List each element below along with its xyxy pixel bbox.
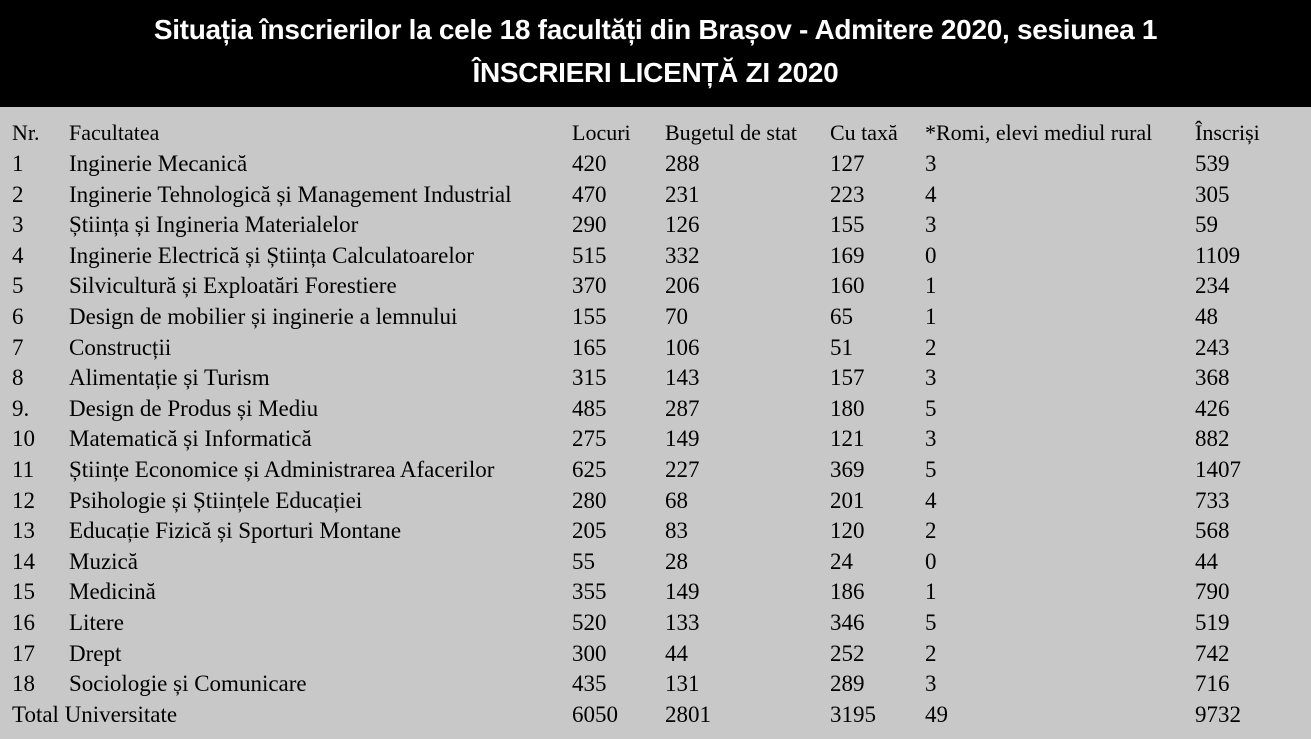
total-locuri: 6050 xyxy=(572,701,618,727)
cell-facultatea: Construcții xyxy=(69,334,172,360)
cell-taxa: 346 xyxy=(830,609,865,635)
cell-romi: 1 xyxy=(925,303,937,329)
cell-locuri: 370 xyxy=(572,273,607,299)
cell-buget: 149 xyxy=(665,426,700,452)
page-header xyxy=(0,0,1311,107)
total-label: Total Universitate xyxy=(12,701,178,727)
cell-taxa: 252 xyxy=(830,640,865,666)
cell-romi: 3 xyxy=(925,151,937,176)
cell-locuri: 435 xyxy=(572,671,607,697)
cell-locuri: 280 xyxy=(572,487,607,513)
table-row xyxy=(0,639,1311,670)
cell-facultatea: Inginerie Electrică și Știința Calculatoarelor xyxy=(69,242,474,268)
column-header-taxa: Cu taxă xyxy=(830,120,898,145)
cell-inscrisi: 59 xyxy=(1195,212,1218,238)
cell-inscrisi: 882 xyxy=(1195,426,1230,452)
total-taxa: 3195 xyxy=(830,701,876,727)
cell-buget: 143 xyxy=(665,365,700,391)
cell-locuri: 205 xyxy=(572,518,607,544)
cell-inscrisi: 733 xyxy=(1195,487,1230,513)
table-row xyxy=(0,486,1311,517)
cell-buget: 68 xyxy=(665,487,688,513)
cell-romi: 3 xyxy=(925,671,937,697)
cell-inscrisi: 243 xyxy=(1195,334,1230,360)
cell-locuri: 520 xyxy=(572,609,607,635)
cell-facultatea: Inginerie Tehnologică și Management Industrial xyxy=(69,181,512,207)
cell-taxa: 65 xyxy=(830,303,853,329)
column-header-buget: Bugetul de stat xyxy=(665,120,797,145)
cell-facultatea: Silvicultură și Exploatări Forestiere xyxy=(69,273,397,299)
cell-inscrisi: 742 xyxy=(1195,640,1230,666)
cell-taxa: 223 xyxy=(830,181,865,207)
cell-romi: 5 xyxy=(925,395,937,421)
cell-romi: 1 xyxy=(925,579,937,605)
cell-romi: 3 xyxy=(925,426,937,452)
cell-inscrisi: 716 xyxy=(1195,671,1230,697)
cell-nr: 16 xyxy=(12,609,35,635)
cell-romi: 4 xyxy=(925,181,937,207)
table-row xyxy=(0,241,1311,272)
cell-buget: 106 xyxy=(665,334,700,360)
cell-facultatea: Sociologie și Comunicare xyxy=(69,671,307,697)
cell-buget: 83 xyxy=(665,518,688,544)
column-header-romi: *Romi, elevi mediul rural xyxy=(925,120,1153,145)
table-row xyxy=(0,394,1311,425)
page-title: Situația înscrierilor la cele 18 facultăți din Brașov - Admitere 2020, sesiunea 1 xyxy=(153,14,1158,45)
cell-romi: 3 xyxy=(925,365,937,391)
cell-facultatea: Matematică și Informatică xyxy=(69,426,312,452)
cell-locuri: 420 xyxy=(572,151,607,176)
cell-nr: 11 xyxy=(12,456,35,482)
cell-facultatea: Inginerie Mecanică xyxy=(69,151,248,176)
cell-taxa: 120 xyxy=(830,518,865,544)
cell-facultatea: Educație Fizică și Sporturi Montane xyxy=(69,518,402,544)
cell-taxa: 157 xyxy=(830,365,865,391)
page-subtitle: ÎNSCRIERI LICENȚĂ ZI 2020 xyxy=(472,57,839,88)
total-romi: 49 xyxy=(925,701,948,727)
cell-taxa: 186 xyxy=(830,579,865,605)
table-body xyxy=(0,149,1311,700)
cell-locuri: 55 xyxy=(572,548,595,574)
cell-locuri: 355 xyxy=(572,579,607,605)
cell-romi: 5 xyxy=(925,609,937,635)
cell-romi: 0 xyxy=(925,242,937,268)
cell-inscrisi: 48 xyxy=(1195,303,1218,329)
cell-inscrisi: 234 xyxy=(1195,273,1230,299)
cell-buget: 131 xyxy=(665,671,700,697)
cell-taxa: 121 xyxy=(830,426,865,452)
cell-facultatea: Design de Produs și Mediu xyxy=(69,395,319,421)
cell-inscrisi: 1407 xyxy=(1195,456,1241,482)
cell-nr: 5 xyxy=(12,273,24,299)
cell-romi: 5 xyxy=(925,456,937,482)
cell-romi: 1 xyxy=(925,273,937,299)
column-header-nr: Nr. xyxy=(12,120,40,145)
cell-taxa: 127 xyxy=(830,151,865,176)
cell-taxa: 289 xyxy=(830,671,865,697)
cell-romi: 4 xyxy=(925,487,937,513)
table-row xyxy=(0,669,1311,700)
cell-nr: 14 xyxy=(12,548,35,574)
cell-facultatea: Muzică xyxy=(69,548,138,574)
cell-nr: 15 xyxy=(12,579,35,605)
cell-facultatea: Alimentație și Turism xyxy=(69,365,270,391)
table-row xyxy=(0,180,1311,211)
cell-nr: 7 xyxy=(12,334,24,360)
table-row xyxy=(0,302,1311,333)
table-row xyxy=(0,149,1311,180)
total-buget: 2801 xyxy=(665,701,711,727)
cell-taxa: 169 xyxy=(830,242,865,268)
table-row xyxy=(0,516,1311,547)
column-header-inscrisi: Înscriși xyxy=(1195,120,1260,145)
cell-buget: 44 xyxy=(665,640,688,666)
cell-locuri: 625 xyxy=(572,456,607,482)
cell-locuri: 485 xyxy=(572,395,607,421)
cell-facultatea: Litere xyxy=(69,609,124,635)
cell-buget: 227 xyxy=(665,456,700,482)
cell-inscrisi: 790 xyxy=(1195,579,1230,605)
table-header-row xyxy=(0,117,1311,149)
cell-nr: 18 xyxy=(12,671,35,697)
table-row xyxy=(0,424,1311,455)
cell-inscrisi: 1109 xyxy=(1195,242,1241,268)
table-row xyxy=(0,271,1311,302)
table-row xyxy=(0,363,1311,394)
cell-buget: 133 xyxy=(665,609,700,635)
cell-inscrisi: 539 xyxy=(1195,151,1230,176)
cell-buget: 28 xyxy=(665,548,688,574)
cell-taxa: 369 xyxy=(830,456,865,482)
cell-locuri: 300 xyxy=(572,640,607,666)
cell-romi: 3 xyxy=(925,212,937,238)
cell-taxa: 51 xyxy=(830,334,853,360)
table-row xyxy=(0,333,1311,364)
cell-nr: 6 xyxy=(12,303,24,329)
table-row xyxy=(0,608,1311,639)
cell-buget: 288 xyxy=(665,151,700,176)
cell-inscrisi: 519 xyxy=(1195,609,1230,635)
cell-locuri: 515 xyxy=(572,242,607,268)
cell-locuri: 470 xyxy=(572,181,607,207)
cell-locuri: 155 xyxy=(572,303,607,329)
cell-romi: 0 xyxy=(925,548,937,574)
cell-romi: 2 xyxy=(925,640,937,666)
cell-locuri: 275 xyxy=(572,426,607,452)
cell-taxa: 24 xyxy=(830,548,853,574)
cell-facultatea: Științe Economice și Administrarea Afacerilor xyxy=(69,456,495,482)
cell-inscrisi: 305 xyxy=(1195,181,1230,207)
cell-buget: 287 xyxy=(665,395,700,421)
column-header-locuri: Locuri xyxy=(572,120,631,145)
cell-inscrisi: 568 xyxy=(1195,518,1230,544)
cell-facultatea: Medicină xyxy=(69,579,156,605)
cell-nr: 9. xyxy=(12,395,30,421)
cell-romi: 2 xyxy=(925,334,937,360)
cell-nr: 12 xyxy=(12,487,35,513)
table-row xyxy=(0,210,1311,241)
table-row xyxy=(0,547,1311,578)
cell-locuri: 290 xyxy=(572,212,607,238)
column-header-facultatea: Facultatea xyxy=(69,120,160,145)
cell-nr: 8 xyxy=(12,365,24,391)
cell-buget: 206 xyxy=(665,273,700,299)
cell-locuri: 315 xyxy=(572,365,607,391)
cell-inscrisi: 426 xyxy=(1195,395,1230,421)
cell-facultatea: Psihologie și Științele Educației xyxy=(69,487,363,513)
cell-locuri: 165 xyxy=(572,334,607,360)
cell-nr: 13 xyxy=(12,518,35,544)
cell-inscrisi: 44 xyxy=(1195,548,1218,574)
cell-taxa: 180 xyxy=(830,395,865,421)
total-inscrisi: 9732 xyxy=(1195,701,1241,727)
cell-buget: 231 xyxy=(665,181,700,207)
cell-buget: 149 xyxy=(665,579,700,605)
cell-taxa: 155 xyxy=(830,212,865,238)
cell-nr: 17 xyxy=(12,640,35,666)
cell-nr: 10 xyxy=(12,426,35,452)
cell-buget: 332 xyxy=(665,242,700,268)
cell-nr: 2 xyxy=(12,181,24,207)
cell-nr: 1 xyxy=(12,151,24,176)
admission-table xyxy=(0,117,1311,730)
cell-nr: 4 xyxy=(12,242,24,268)
cell-facultatea: Știința și Ingineria Materialelor xyxy=(69,212,359,238)
cell-taxa: 160 xyxy=(830,273,865,299)
cell-taxa: 201 xyxy=(830,487,865,513)
total-row xyxy=(0,700,1311,731)
table-row xyxy=(0,455,1311,486)
cell-inscrisi: 368 xyxy=(1195,365,1230,391)
cell-nr: 3 xyxy=(12,212,24,238)
cell-facultatea: Drept xyxy=(69,640,122,666)
cell-buget: 70 xyxy=(665,303,688,329)
cell-buget: 126 xyxy=(665,212,700,238)
cell-romi: 2 xyxy=(925,518,937,544)
cell-facultatea: Design de mobilier și inginerie a lemnului xyxy=(69,303,458,329)
table-row xyxy=(0,577,1311,608)
